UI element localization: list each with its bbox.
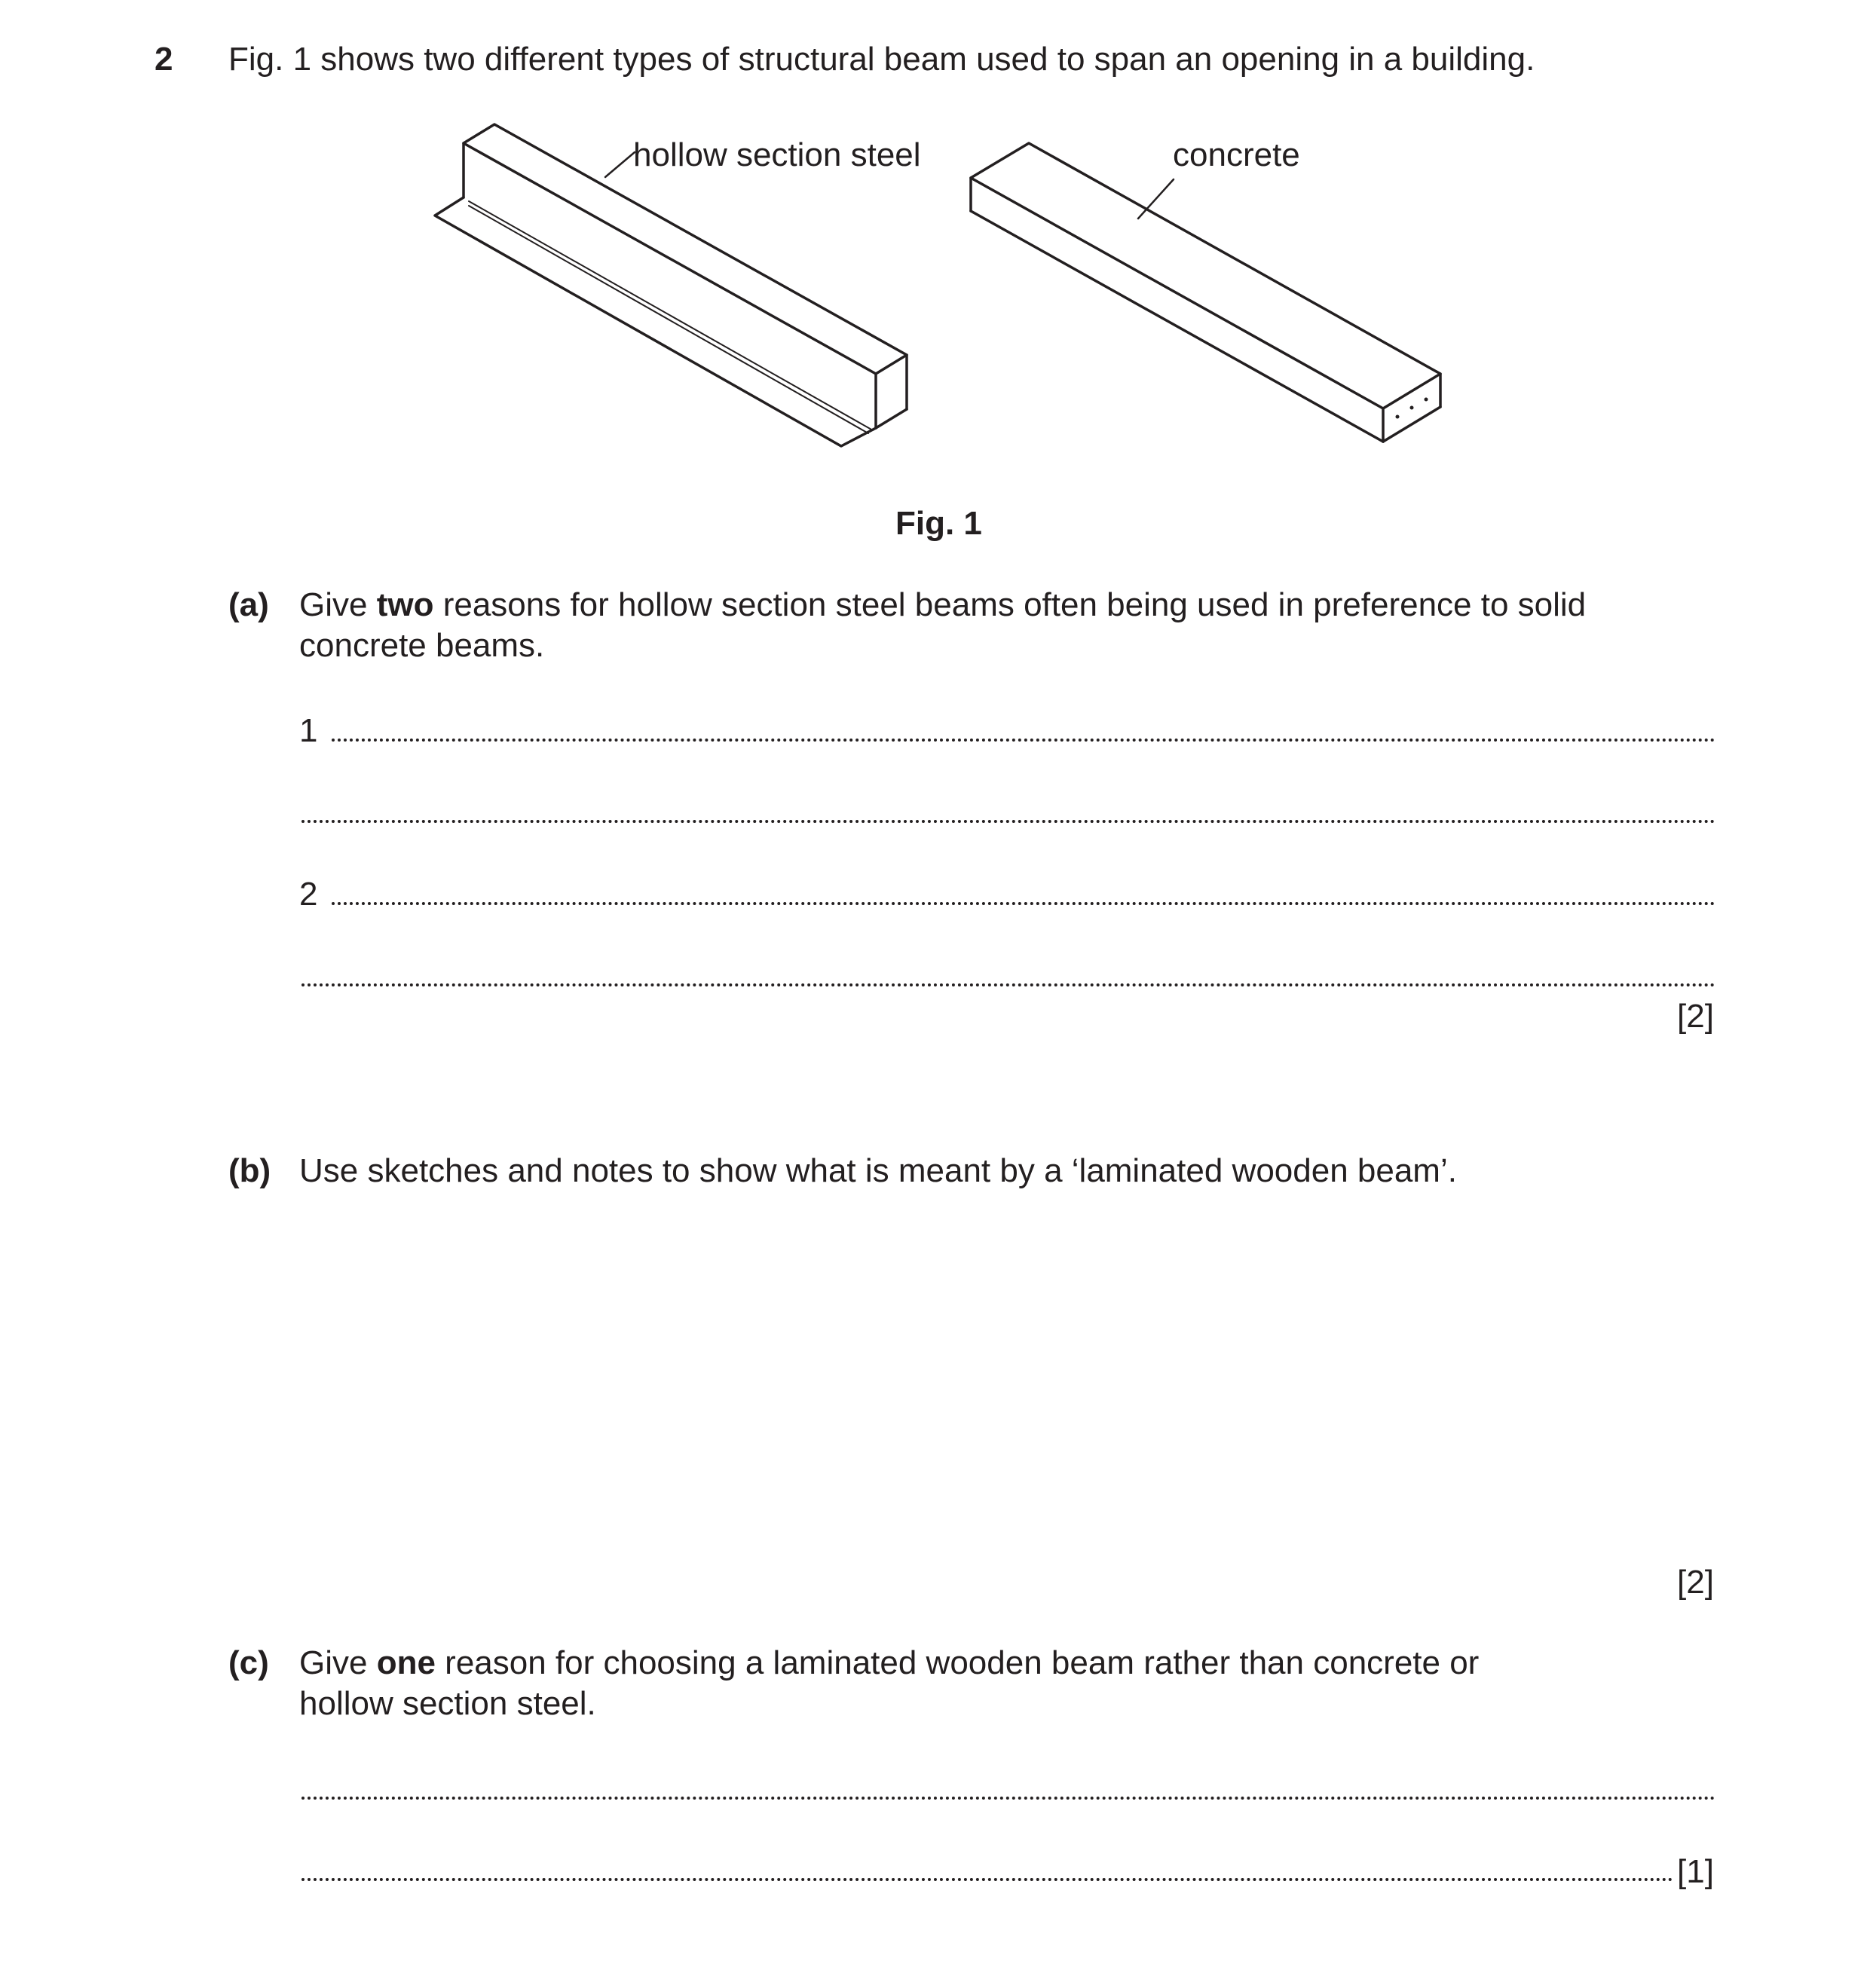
part-a-question bbox=[299, 585, 1586, 625]
part-a-marks: [2] bbox=[1677, 998, 1714, 1035]
part-b-label: (b) bbox=[228, 1152, 271, 1189]
part-a-label: (a) bbox=[228, 586, 269, 623]
answer-line-a2-cont[interactable] bbox=[301, 983, 1715, 986]
part-a-emphasis: two bbox=[376, 586, 434, 623]
answer-line-a2[interactable] bbox=[332, 902, 1715, 905]
label-hollow-section-steel: hollow section steel bbox=[633, 136, 921, 173]
part-c-text-before: Give bbox=[299, 1644, 377, 1681]
concrete-leader-line bbox=[1138, 179, 1174, 219]
concrete-beam-drawing bbox=[971, 143, 1440, 442]
part-c-marks: [1] bbox=[1677, 1853, 1714, 1890]
part-b-question: Use sketches and notes to show what is meant by a ‘laminated wooden beam’. bbox=[299, 1152, 1457, 1189]
part-c-text-after: reason for choosing a laminated wooden beam rather than concrete or bbox=[435, 1644, 1480, 1681]
part-a-text-after: reasons for hollow section steel beams often being used in preference to solid bbox=[433, 586, 1587, 623]
figure-caption: Fig. 1 bbox=[895, 505, 982, 542]
part-b-marks: [2] bbox=[1677, 1564, 1714, 1601]
steel-leader-line bbox=[605, 152, 635, 177]
question-number: 2 bbox=[155, 41, 173, 78]
part-c-question-line2: hollow section steel. bbox=[299, 1685, 596, 1722]
part-c-question bbox=[299, 1643, 1479, 1684]
part-a-text-before: Give bbox=[299, 586, 377, 623]
question-intro: Fig. 1 shows two different types of structural beam used to span an opening in a building. bbox=[228, 41, 1535, 78]
part-c-emphasis: one bbox=[376, 1644, 436, 1681]
beam-figure bbox=[422, 113, 1462, 460]
part-a-question-line2: concrete beams. bbox=[299, 627, 545, 664]
sketch-answer-area[interactable] bbox=[299, 1206, 1716, 1545]
answer-line-c1[interactable] bbox=[301, 1797, 1715, 1800]
label-concrete: concrete bbox=[1173, 136, 1300, 173]
answer-line-a1-cont[interactable] bbox=[301, 820, 1715, 823]
answer-line-a1[interactable] bbox=[332, 739, 1715, 742]
reinforcement-dots bbox=[1396, 398, 1428, 419]
answer-number-2: 2 bbox=[299, 876, 318, 913]
answer-number-1: 1 bbox=[299, 712, 318, 749]
answer-line-c2[interactable] bbox=[301, 1878, 1673, 1881]
part-c-label: (c) bbox=[228, 1644, 269, 1681]
